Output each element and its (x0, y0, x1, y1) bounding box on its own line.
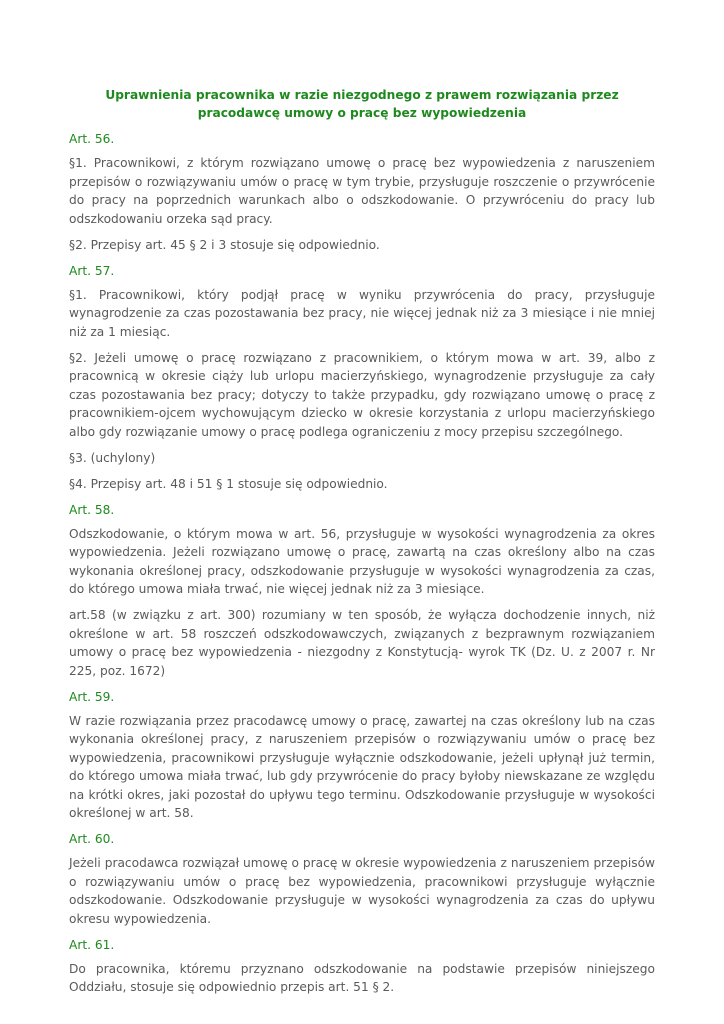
article-heading: Art. 56. (69, 132, 115, 146)
article-paragraph: Do pracownika, któremu przyznano odszkodowanie na podstawie przepisów niniejszego Oddziału, stosuje się odpowiednio przepis art. 51 § 2. (69, 961, 655, 994)
article-heading: Art. 60. (69, 832, 115, 846)
article-paragraph: §1. Pracownikowi, który podjął pracę w wyniku przywrócenia do pracy, przysługuje wynagrodzenie za czas pozostawania bez pracy, nie więcej jednak niż za 3 miesiące i nie mniej niż za 1 miesiąc. (69, 287, 655, 339)
article-paragraph: §2. Przepisy art. 45 § 2 i 3 stosuje się odpowiednio. (69, 237, 380, 252)
article-paragraph: art.58 (w związku z art. 300) rozumiany w ten sposób, że wyłącza dochodzenie innych, niż określone w art. 58 roszczeń odszkodowawczych, związanych z bezprawnym rozwiązaniem umowy o pracę bez wypowiedzenia - niezgodny z Konstytucją- wyrok TK (Dz. U. z 2007 r. Nr 225, poz. 1672) (69, 608, 655, 678)
article-paragraph: W razie rozwiązania przez pracodawcę umowy o pracę, zawartej na czas określony lub na czas wykonania określonej pracy, z naruszeniem przepisów o rozwiązywaniu umów o pracę bez wypowiedzenia, pracownikowi przysługuje wyłącznie odszkodowanie, jeżeli upłynął już termin, do którego umowa miała trwać, lub gdy przywrócenie do pracy byłoby niewskazane ze względu na krótki okres, jaki pozostał do upływu tego terminu. Odszkodowanie przysługuje w wysokości określonej w art. 58. (69, 713, 655, 820)
document-page (69, 86, 655, 1004)
article-paragraph: §1. Pracownikowi, z którym rozwiązano umowę o pracę bez wypowiedzenia z naruszeniem przepisów o rozwiązywaniu umów o pracę w tym trybie, przysługuje roszczenie o przywrócenie do pracy na poprzednich warunkach albo o odszkodowanie. O przywróceniu do pracy lub odszkodowaniu orzeka sąd pracy. (69, 156, 655, 226)
article-heading: Art. 59. (69, 689, 115, 704)
article-heading: Art. 58. (69, 502, 115, 517)
article-61 (69, 936, 655, 997)
article-paragraph: §3. (uchylony) (69, 450, 156, 465)
article-paragraph: Odszkodowanie, o którym mowa w art. 56, przysługuje w wysokości wynagrodzenia za okres wypowiedzenia. Jeżeli rozwiązano umowę o pracę, zawartą na czas określony albo na czas wykonania określonej pracy, odszkodowanie przysługuje w wysokości wynagrodzenia za czas, do którego umowa miała trwać, nie więcej jednak niż za 3 miesiące. (69, 526, 655, 596)
article-60 (69, 830, 655, 928)
article-paragraph: Jeżeli pracodawca rozwiązał umowę o pracę w okresie wypowiedzenia z naruszeniem przepisów o rozwiązywaniu umów o pracę bez wypowiedzenia, pracownikowi przysługuje wyłącznie odszkodowanie. Odszkodowanie przysługuje w wysokości wynagrodzenia za czas do upływu okresu wypowiedzenia. (69, 856, 655, 926)
article-heading: Art. 57. (69, 263, 115, 278)
article-56 (69, 130, 655, 254)
article-paragraph: §4. Przepisy art. 48 i 51 § 1 stosuje się odpowiednio. (69, 476, 388, 491)
document-title: Uprawnienia pracownika w razie niezgodnego z prawem rozwiązania przez pracodawcę umowy o pracę bez wypowiedzenia (105, 88, 619, 120)
article-paragraph: §2. Jeżeli umowę o pracę rozwiązano z pracownikiem, o którym mowa w art. 39, albo z pracownicą w okresie ciąży lub urlopu macierzyńskiego, wynagrodzenie przysługuje za cały czas pozostawania bez pracy; dotyczy to także przypadku, gdy rozwiązano umowę o pracę z pracownikiem-ojcem wychowującym dziecko w okresie korzystania z urlopu macierzyńskiego albo gdy rozwiązanie umowy o pracę podlega ograniczeniu z mocy przepisu szczególnego. (69, 350, 655, 439)
article-57 (69, 262, 655, 494)
article-58 (69, 501, 655, 681)
article-59 (69, 688, 655, 823)
article-heading: Art. 61. (69, 937, 115, 952)
